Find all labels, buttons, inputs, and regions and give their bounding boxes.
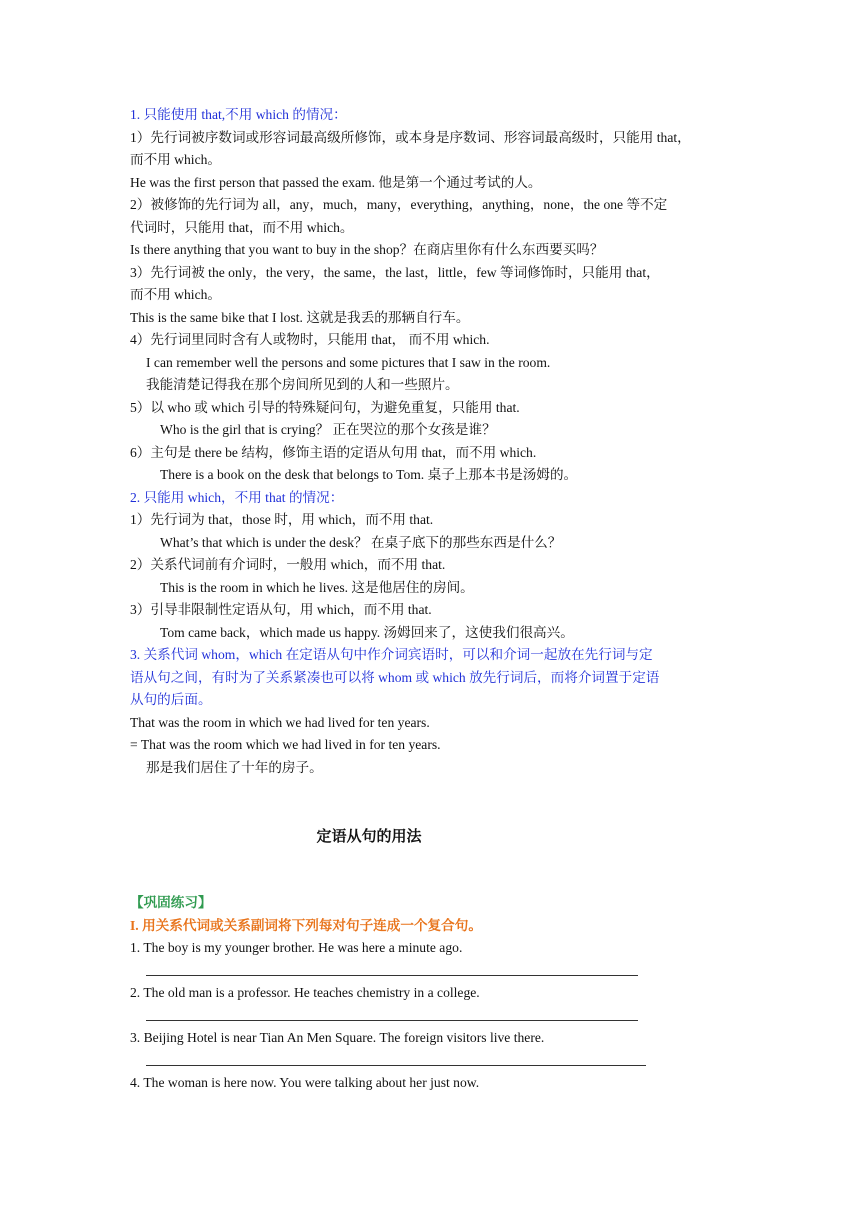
example-sentence: There is a book on the desk that belongs to Tom. 桌子上那本书是汤姆的。 — [160, 467, 578, 482]
text-line: 4）先行词里同时含有人或物时，只能用 that， 而不用 which. — [130, 332, 490, 347]
answer-line[interactable] — [130, 1005, 750, 1028]
page-title: 定语从句的用法 — [316, 827, 422, 845]
section-heading-3-cont: 从句的后面。 — [130, 692, 212, 707]
exercise-item: 3. Beijing Hotel is near Tian An Men Square. The foreign visitors live there. — [130, 1030, 545, 1045]
section-heading-2: 2. 只能用 which，不用 that 的情况： — [130, 489, 344, 505]
exercise-item: 4. The woman is here now. You were talking about her just now. — [130, 1075, 480, 1090]
section-heading-1: 1. 只能使用 that,不用 which 的情况： — [130, 107, 347, 122]
text-line: 3）先行词被 the only，the very，the same，the last，little，few 等词修饰时，只能用 that， — [130, 264, 660, 280]
text-line: 6）主句是 there be 结构，修饰主语的定语从句用 that，而不用 which. — [130, 444, 537, 460]
answer-line[interactable] — [130, 960, 750, 983]
text-line: 2）关系代词前有介词时，一般用 which，而不用 that. — [130, 557, 446, 572]
text-line: 5）以 who 或 which 引导的特殊疑问句，为避免重复，只能用 that. — [130, 399, 520, 415]
text-line: 而不用 which。 — [130, 152, 221, 167]
text-line: 代词时，只能用 that，而不用 which。 — [130, 219, 354, 235]
section-heading-3-cont: 语从句之间，有时为了关系紧凑也可以将 whom 或 which 放先行词后，而将介词置于定语 — [130, 669, 660, 685]
example-sentence: = That was the room which we had lived in for ten years. — [130, 737, 441, 752]
answer-line[interactable] — [130, 1050, 750, 1073]
example-sentence: I can remember well the persons and some pictures that I saw in the room. — [146, 354, 551, 370]
example-translation: 我能清楚记得我在那个房间所见到的人和一些照片。 — [146, 377, 459, 392]
text-line: 1）先行词被序数词或形容词最高级所修饰，或本身是序数词、形容词最高级时，只能用 that， — [130, 129, 691, 145]
example-sentence: This is the same bike that I lost. 这就是我丢的那辆自行车。 — [130, 309, 470, 325]
text-line: 而不用 which。 — [130, 287, 221, 302]
grammar-notes — [130, 104, 740, 779]
example-sentence: He was the first person that passed the exam. 他是第一个通过考试的人。 — [130, 174, 542, 190]
example-sentence: What’s that which is under the desk？ 在桌子底下的那些东西是什么？ — [160, 534, 562, 550]
text-line: 2）被修饰的先行词为 all，any，much，many，everything，anything，none，the one 等不定 — [130, 197, 668, 212]
text-line: 3）引导非限制性定语从句，用 which，而不用 that. — [130, 602, 432, 617]
exercise-instruction: I. 用关系代词或关系副词将下列每对句子连成一个复合句。 — [130, 917, 482, 933]
exercise-item: 1. The boy is my younger brother. He was here a minute ago. — [130, 940, 463, 955]
text-line: 1）先行词为 that，those 时，用 which，而不用 that. — [130, 512, 434, 527]
exercise-header: 【巩固练习】 — [130, 895, 212, 910]
exercise-section — [130, 892, 750, 1095]
example-sentence: Is there anything that you want to buy in the shop？在商店里你有什么东西要买吗？ — [130, 242, 604, 257]
section-heading-3: 3. 关系代词 whom，which 在定语从句中作介词宾语时，可以和介词一起放在先行词与定 — [130, 647, 653, 662]
example-sentence: Who is the girl that is crying？ 正在哭泣的那个女孩是谁？ — [160, 422, 496, 437]
example-sentence: That was the room in which we had lived for ten years. — [130, 714, 430, 730]
example-translation: 那是我们居住了十年的房子。 — [146, 759, 323, 775]
example-sentence: This is the room in which he lives. 这是他居住的房间。 — [160, 579, 474, 595]
exercise-item: 2. The old man is a professor. He teaches chemistry in a college. — [130, 985, 480, 1000]
example-sentence: Tom came back，which made us happy. 汤姆回来了，这使我们很高兴。 — [160, 624, 574, 640]
